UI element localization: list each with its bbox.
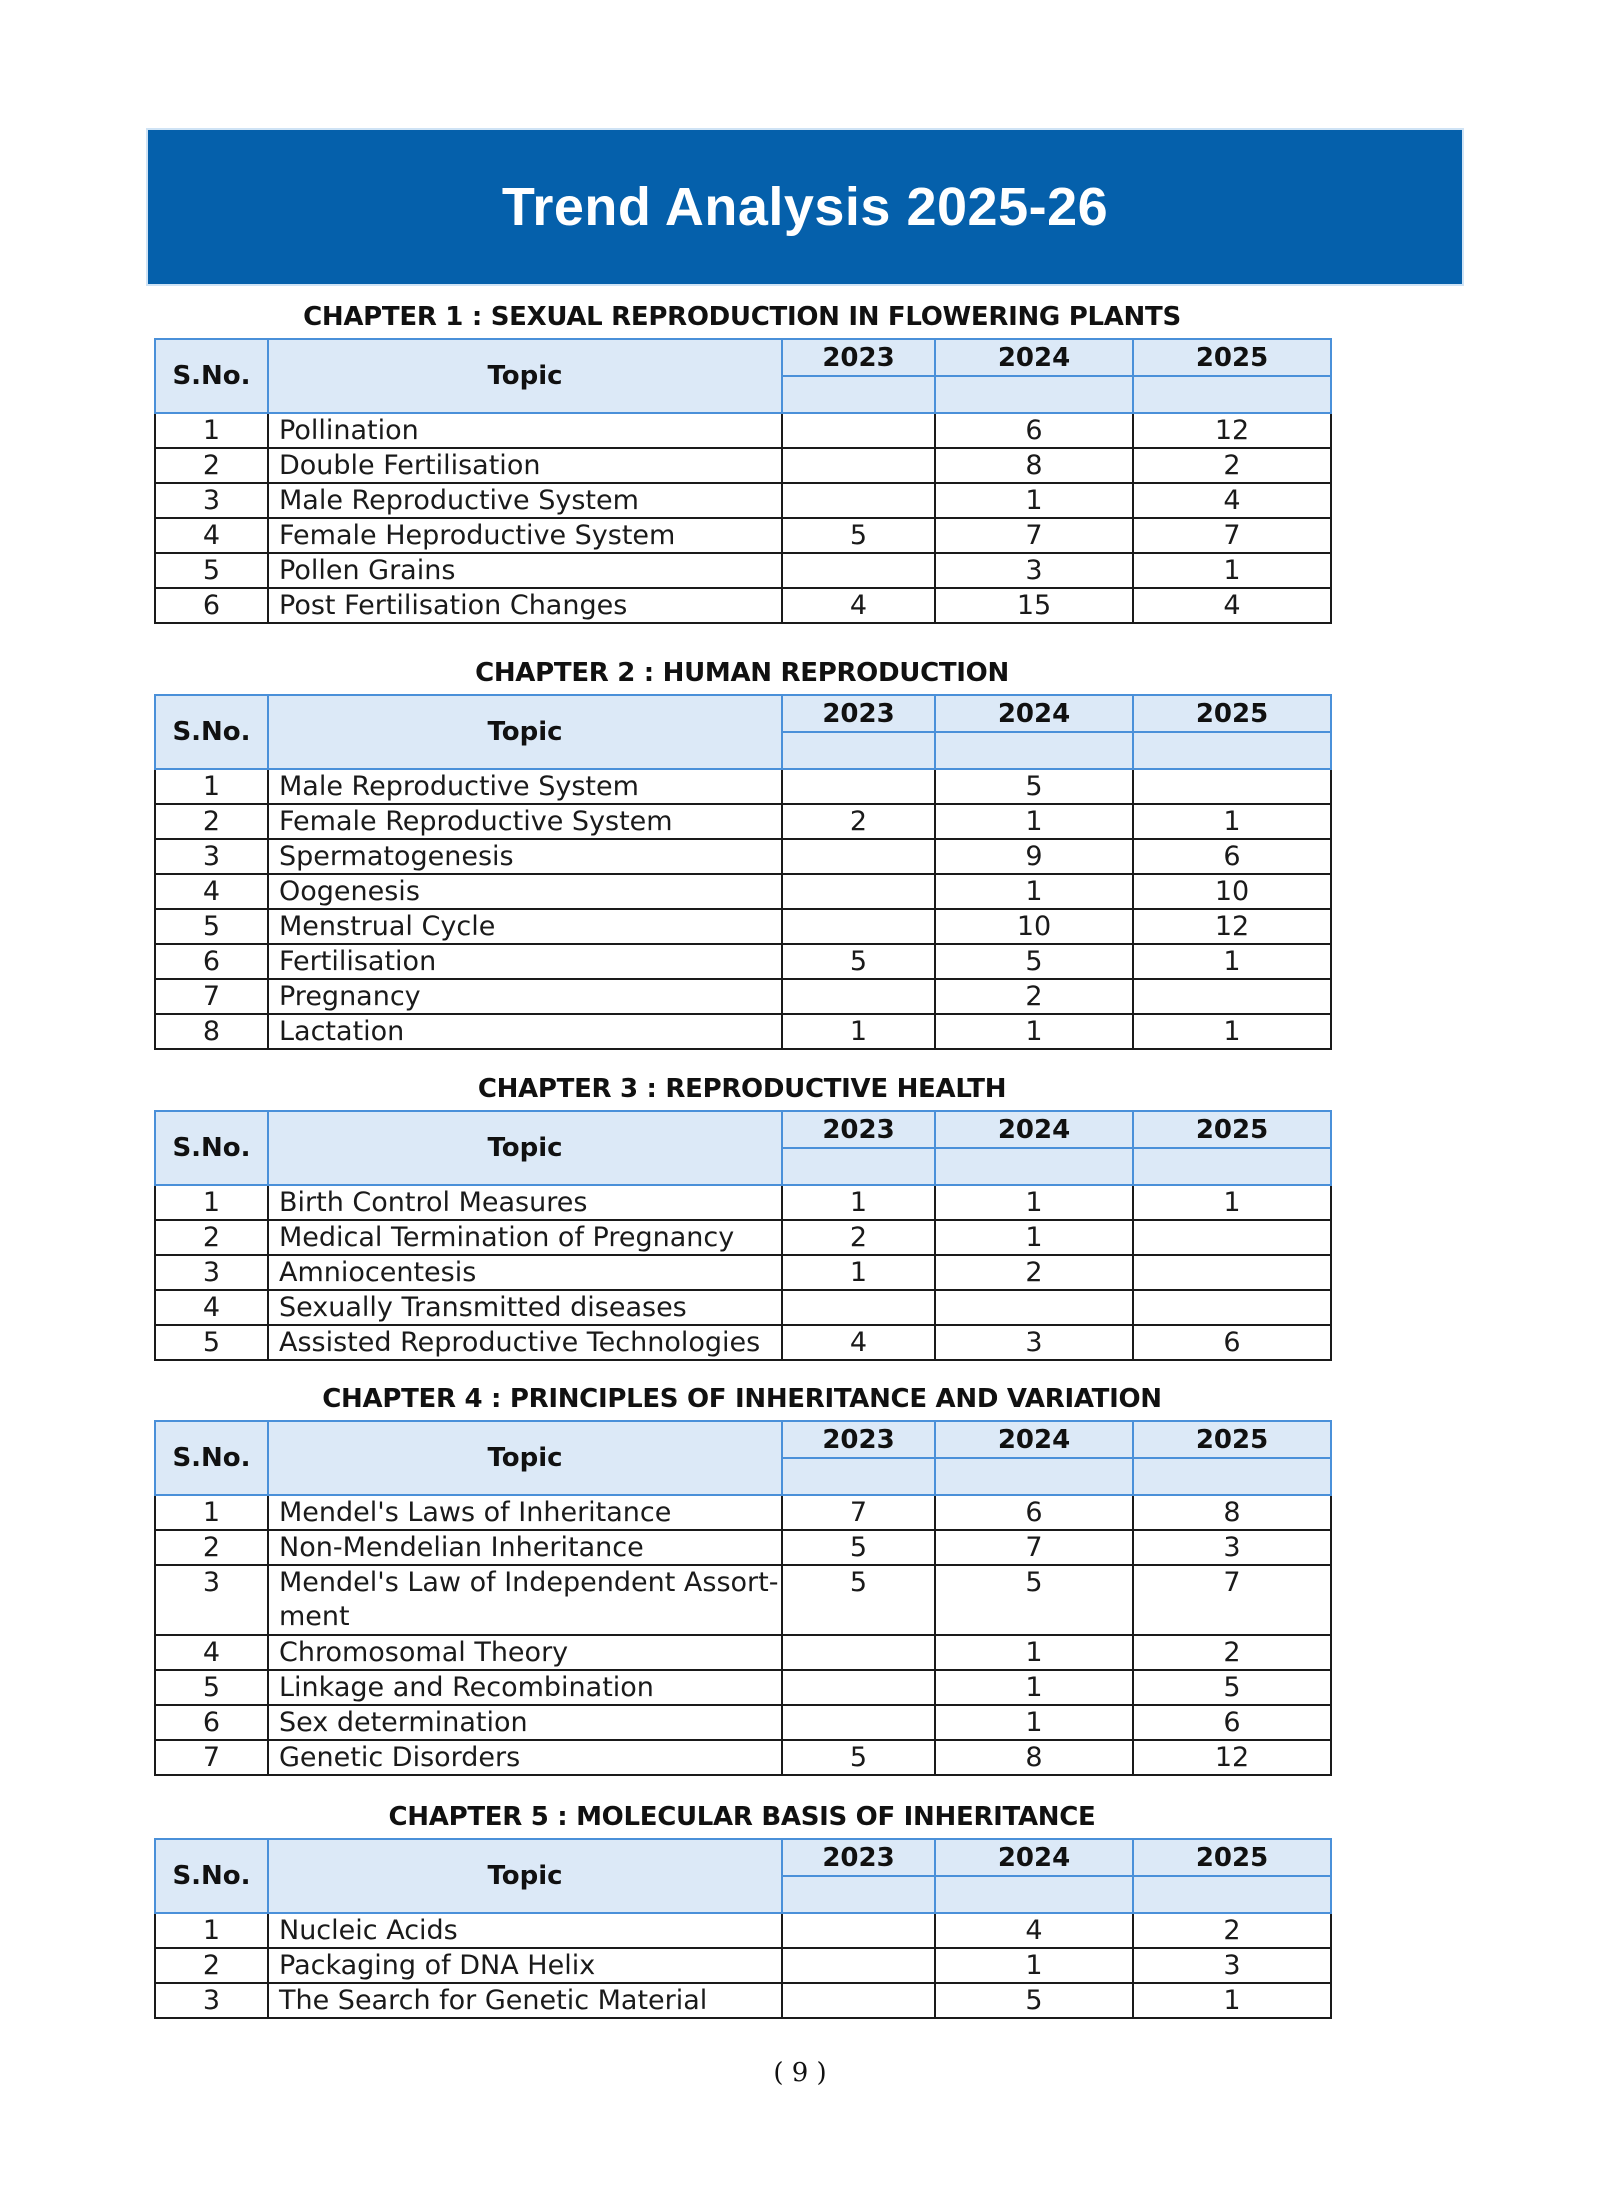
cell-count-2025: 12 bbox=[1133, 413, 1331, 448]
trend-table bbox=[154, 1110, 1332, 1361]
table-row bbox=[155, 588, 1331, 623]
table-row bbox=[155, 1740, 1331, 1775]
topic-text: Sex determination bbox=[279, 1707, 528, 1738]
table-row bbox=[155, 518, 1331, 553]
cell-count-2025: 12 bbox=[1133, 1740, 1331, 1775]
cell-topic bbox=[268, 874, 782, 909]
cell-count-2025: 8 bbox=[1133, 1495, 1331, 1530]
column-header-sno: S.No. bbox=[155, 695, 268, 769]
cell-topic bbox=[268, 1565, 782, 1635]
cell-count-2023 bbox=[782, 448, 935, 483]
cell-count-2025: 2 bbox=[1133, 448, 1331, 483]
cell-topic bbox=[268, 1705, 782, 1740]
cell-topic bbox=[268, 1635, 782, 1670]
column-subheader-blank bbox=[1133, 1458, 1331, 1495]
column-header-year: 2025 bbox=[1133, 1111, 1331, 1148]
column-header-year: 2024 bbox=[935, 339, 1133, 376]
chapter-section-1 bbox=[154, 296, 1330, 624]
cell-count-2025: 1 bbox=[1133, 1185, 1331, 1220]
cell-count-2023: 4 bbox=[782, 1325, 935, 1360]
topic-text: Amniocentesis bbox=[279, 1257, 477, 1288]
cell-count-2024: 1 bbox=[935, 483, 1133, 518]
table-row bbox=[155, 1325, 1331, 1360]
table-row bbox=[155, 804, 1331, 839]
topic-text-continued: ment bbox=[279, 1601, 350, 1632]
cell-count-2023: 5 bbox=[782, 944, 935, 979]
cell-topic bbox=[268, 553, 782, 588]
cell-count-2024: 6 bbox=[935, 413, 1133, 448]
table-row bbox=[155, 1530, 1331, 1565]
cell-count-2025 bbox=[1133, 1290, 1331, 1325]
cell-count-2025: 6 bbox=[1133, 839, 1331, 874]
cell-topic bbox=[268, 1740, 782, 1775]
column-subheader-blank bbox=[935, 1876, 1133, 1913]
title-banner bbox=[146, 128, 1464, 286]
chapter-title: CHAPTER 2 : HUMAN REPRODUCTION bbox=[475, 658, 1009, 688]
column-subheader-blank bbox=[935, 1148, 1133, 1185]
column-header-sno: S.No. bbox=[155, 339, 268, 413]
cell-count-2025: 3 bbox=[1133, 1530, 1331, 1565]
cell-sno: 8 bbox=[155, 1014, 268, 1049]
cell-count-2024: 5 bbox=[935, 944, 1133, 979]
table-row bbox=[155, 1670, 1331, 1705]
cell-sno: 6 bbox=[155, 944, 268, 979]
page-number: ( 9 ) bbox=[773, 2058, 827, 2088]
cell-topic bbox=[268, 944, 782, 979]
cell-topic bbox=[268, 413, 782, 448]
cell-sno: 2 bbox=[155, 448, 268, 483]
column-subheader-blank bbox=[1133, 1148, 1331, 1185]
cell-sno: 1 bbox=[155, 1495, 268, 1530]
cell-sno: 2 bbox=[155, 804, 268, 839]
cell-sno: 3 bbox=[155, 1565, 268, 1635]
cell-count-2023: 7 bbox=[782, 1495, 935, 1530]
cell-count-2023: 4 bbox=[782, 588, 935, 623]
cell-sno: 5 bbox=[155, 553, 268, 588]
cell-sno: 6 bbox=[155, 588, 268, 623]
cell-sno: 4 bbox=[155, 518, 268, 553]
table-row bbox=[155, 1705, 1331, 1740]
cell-topic bbox=[268, 1983, 782, 2018]
cell-count-2023 bbox=[782, 839, 935, 874]
cell-count-2024: 5 bbox=[935, 1565, 1133, 1635]
cell-count-2025: 1 bbox=[1133, 553, 1331, 588]
table-row bbox=[155, 769, 1331, 804]
cell-count-2023: 1 bbox=[782, 1255, 935, 1290]
column-header-year: 2025 bbox=[1133, 695, 1331, 732]
cell-count-2023 bbox=[782, 1670, 935, 1705]
cell-topic bbox=[268, 1530, 782, 1565]
column-header-year: 2024 bbox=[935, 1839, 1133, 1876]
table-row bbox=[155, 1290, 1331, 1325]
cell-count-2023: 5 bbox=[782, 1530, 935, 1565]
column-subheader-blank bbox=[1133, 732, 1331, 769]
topic-text: Menstrual Cycle bbox=[279, 911, 496, 942]
column-header-year: 2024 bbox=[935, 695, 1133, 732]
cell-topic bbox=[268, 588, 782, 623]
table-row bbox=[155, 1565, 1331, 1635]
cell-sno: 2 bbox=[155, 1948, 268, 1983]
cell-sno: 4 bbox=[155, 874, 268, 909]
cell-count-2023 bbox=[782, 1983, 935, 2018]
cell-count-2024: 1 bbox=[935, 1670, 1133, 1705]
column-header-year: 2025 bbox=[1133, 1839, 1331, 1876]
column-subheader-blank bbox=[935, 376, 1133, 413]
column-subheader-blank bbox=[1133, 376, 1331, 413]
cell-sno: 3 bbox=[155, 1983, 268, 2018]
cell-count-2025: 6 bbox=[1133, 1705, 1331, 1740]
cell-count-2025: 1 bbox=[1133, 1014, 1331, 1049]
cell-count-2025: 2 bbox=[1133, 1635, 1331, 1670]
cell-count-2023: 2 bbox=[782, 1220, 935, 1255]
column-subheader-blank bbox=[782, 1458, 935, 1495]
topic-text: Mendel's Law of Independent Assort- bbox=[279, 1567, 779, 1598]
cell-sno: 5 bbox=[155, 1670, 268, 1705]
cell-count-2024: 4 bbox=[935, 1913, 1133, 1948]
topic-text: Linkage and Recombination bbox=[279, 1672, 654, 1703]
cell-count-2024: 8 bbox=[935, 448, 1133, 483]
topic-text: Lactation bbox=[279, 1016, 405, 1047]
table-row bbox=[155, 979, 1331, 1014]
cell-count-2025 bbox=[1133, 769, 1331, 804]
table-row bbox=[155, 1014, 1331, 1049]
column-header-topic: Topic bbox=[268, 339, 782, 413]
cell-count-2023 bbox=[782, 874, 935, 909]
cell-count-2024 bbox=[935, 1290, 1133, 1325]
cell-count-2025: 7 bbox=[1133, 518, 1331, 553]
cell-count-2023: 1 bbox=[782, 1014, 935, 1049]
column-subheader-blank bbox=[935, 732, 1133, 769]
column-header-year: 2023 bbox=[782, 695, 935, 732]
cell-sno: 3 bbox=[155, 1255, 268, 1290]
cell-topic bbox=[268, 1290, 782, 1325]
chapter-section-4 bbox=[154, 1378, 1330, 1776]
cell-count-2023 bbox=[782, 1948, 935, 1983]
cell-count-2025: 6 bbox=[1133, 1325, 1331, 1360]
table-row bbox=[155, 1255, 1331, 1290]
cell-sno: 6 bbox=[155, 1705, 268, 1740]
cell-count-2023 bbox=[782, 1705, 935, 1740]
cell-count-2024: 1 bbox=[935, 874, 1133, 909]
chapter-title: CHAPTER 4 : PRINCIPLES OF INHERITANCE AND VARIATION bbox=[322, 1384, 1162, 1414]
chapter-section-2 bbox=[154, 652, 1330, 1050]
column-header-topic: Topic bbox=[268, 1421, 782, 1495]
cell-topic bbox=[268, 909, 782, 944]
column-header-sno: S.No. bbox=[155, 1111, 268, 1185]
column-header-year: 2024 bbox=[935, 1421, 1133, 1458]
topic-text: Male Reproductive System bbox=[279, 485, 639, 516]
table-row bbox=[155, 448, 1331, 483]
cell-count-2024: 2 bbox=[935, 979, 1133, 1014]
cell-count-2025: 10 bbox=[1133, 874, 1331, 909]
topic-text: Nucleic Acids bbox=[279, 1915, 458, 1946]
cell-count-2025: 7 bbox=[1133, 1565, 1331, 1635]
cell-count-2024: 1 bbox=[935, 1948, 1133, 1983]
cell-count-2025 bbox=[1133, 979, 1331, 1014]
table-row bbox=[155, 1185, 1331, 1220]
cell-count-2024: 1 bbox=[935, 1635, 1133, 1670]
cell-count-2024: 5 bbox=[935, 1983, 1133, 2018]
cell-topic bbox=[268, 1670, 782, 1705]
column-header-year: 2024 bbox=[935, 1111, 1133, 1148]
topic-text: Male Reproductive System bbox=[279, 771, 639, 802]
table-row bbox=[155, 1495, 1331, 1530]
cell-sno: 2 bbox=[155, 1530, 268, 1565]
cell-count-2025: 4 bbox=[1133, 483, 1331, 518]
chapter-title: CHAPTER 1 : SEXUAL REPRODUCTION IN FLOWERING PLANTS bbox=[303, 302, 1181, 332]
cell-count-2025 bbox=[1133, 1220, 1331, 1255]
table-row bbox=[155, 553, 1331, 588]
column-subheader-blank bbox=[1133, 1876, 1331, 1913]
column-header-topic: Topic bbox=[268, 1839, 782, 1913]
table-row bbox=[155, 909, 1331, 944]
cell-sno: 3 bbox=[155, 483, 268, 518]
cell-count-2025: 4 bbox=[1133, 588, 1331, 623]
cell-topic bbox=[268, 1255, 782, 1290]
cell-count-2024: 1 bbox=[935, 1014, 1133, 1049]
column-subheader-blank bbox=[935, 1458, 1133, 1495]
cell-count-2023: 2 bbox=[782, 804, 935, 839]
table-row bbox=[155, 874, 1331, 909]
topic-text: Pollination bbox=[279, 415, 419, 446]
table-row bbox=[155, 413, 1331, 448]
column-subheader-blank bbox=[782, 376, 935, 413]
topic-text: Pregnancy bbox=[279, 981, 421, 1012]
cell-sno: 5 bbox=[155, 1325, 268, 1360]
page-title: Trend Analysis 2025-26 bbox=[501, 177, 1109, 237]
topic-text: Packaging of DNA Helix bbox=[279, 1950, 596, 1981]
topic-text: Assisted Reproductive Technologies bbox=[279, 1327, 761, 1358]
topic-text: Oogenesis bbox=[279, 876, 420, 907]
column-subheader-blank bbox=[782, 1148, 935, 1185]
table-row bbox=[155, 1983, 1331, 2018]
topic-text: Double Fertilisation bbox=[279, 450, 541, 481]
cell-topic bbox=[268, 1325, 782, 1360]
chapter-section-3 bbox=[154, 1068, 1330, 1361]
column-header-year: 2023 bbox=[782, 339, 935, 376]
column-header-year: 2025 bbox=[1133, 1421, 1331, 1458]
topic-text: Genetic Disorders bbox=[279, 1742, 521, 1773]
cell-sno: 2 bbox=[155, 1220, 268, 1255]
topic-text: Pollen Grains bbox=[279, 555, 456, 586]
cell-topic bbox=[268, 804, 782, 839]
cell-count-2025: 1 bbox=[1133, 804, 1331, 839]
chapter-title: CHAPTER 5 : MOLECULAR BASIS OF INHERITANCE bbox=[388, 1802, 1096, 1832]
column-header-topic: Topic bbox=[268, 1111, 782, 1185]
cell-count-2024: 2 bbox=[935, 1255, 1133, 1290]
topic-text: Spermatogenesis bbox=[279, 841, 514, 872]
chapter-section-5 bbox=[154, 1796, 1330, 2019]
cell-count-2023: 1 bbox=[782, 1185, 935, 1220]
trend-table bbox=[154, 694, 1332, 1050]
topic-text: Sexually Transmitted diseases bbox=[279, 1292, 687, 1323]
cell-count-2025 bbox=[1133, 1255, 1331, 1290]
cell-topic bbox=[268, 483, 782, 518]
cell-count-2023 bbox=[782, 1913, 935, 1948]
cell-count-2024: 9 bbox=[935, 839, 1133, 874]
table-row bbox=[155, 1913, 1331, 1948]
topic-text: Non-Mendelian Inheritance bbox=[279, 1532, 644, 1563]
topic-text: Female Reproductive System bbox=[279, 806, 673, 837]
cell-count-2023 bbox=[782, 483, 935, 518]
column-header-topic: Topic bbox=[268, 695, 782, 769]
cell-topic bbox=[268, 518, 782, 553]
column-header-year: 2023 bbox=[782, 1421, 935, 1458]
cell-topic bbox=[268, 1220, 782, 1255]
cell-topic bbox=[268, 839, 782, 874]
topic-text: Birth Control Measures bbox=[279, 1187, 588, 1218]
cell-count-2023 bbox=[782, 1290, 935, 1325]
column-header-sno: S.No. bbox=[155, 1421, 268, 1495]
cell-count-2023: 5 bbox=[782, 518, 935, 553]
cell-topic bbox=[268, 1014, 782, 1049]
cell-count-2024: 5 bbox=[935, 769, 1133, 804]
column-header-year: 2025 bbox=[1133, 339, 1331, 376]
cell-sno: 4 bbox=[155, 1635, 268, 1670]
cell-count-2024: 7 bbox=[935, 518, 1133, 553]
cell-sno: 1 bbox=[155, 413, 268, 448]
cell-topic bbox=[268, 1948, 782, 1983]
topic-text: Fertilisation bbox=[279, 946, 437, 977]
topic-text: Medical Termination of Pregnancy bbox=[279, 1222, 735, 1253]
cell-sno: 3 bbox=[155, 839, 268, 874]
cell-sno: 5 bbox=[155, 909, 268, 944]
topic-text: Post Fertilisation Changes bbox=[279, 590, 628, 621]
cell-count-2024: 1 bbox=[935, 1185, 1133, 1220]
table-row bbox=[155, 1220, 1331, 1255]
column-subheader-blank bbox=[782, 732, 935, 769]
column-subheader-blank bbox=[782, 1876, 935, 1913]
cell-count-2025: 5 bbox=[1133, 1670, 1331, 1705]
topic-text: Chromosomal Theory bbox=[279, 1637, 569, 1668]
column-header-year: 2023 bbox=[782, 1839, 935, 1876]
trend-table bbox=[154, 1420, 1332, 1776]
cell-topic bbox=[268, 979, 782, 1014]
cell-count-2025: 1 bbox=[1133, 944, 1331, 979]
cell-count-2023: 5 bbox=[782, 1740, 935, 1775]
cell-topic bbox=[268, 769, 782, 804]
cell-topic bbox=[268, 1495, 782, 1530]
cell-count-2025: 1 bbox=[1133, 1983, 1331, 2018]
cell-sno: 1 bbox=[155, 1913, 268, 1948]
column-header-year: 2023 bbox=[782, 1111, 935, 1148]
column-header-sno: S.No. bbox=[155, 1839, 268, 1913]
cell-sno: 7 bbox=[155, 1740, 268, 1775]
table-row bbox=[155, 944, 1331, 979]
table-row bbox=[155, 839, 1331, 874]
cell-count-2023: 5 bbox=[782, 1565, 935, 1635]
cell-count-2023 bbox=[782, 553, 935, 588]
cell-sno: 1 bbox=[155, 1185, 268, 1220]
cell-sno: 1 bbox=[155, 769, 268, 804]
cell-count-2023 bbox=[782, 909, 935, 944]
cell-count-2024: 1 bbox=[935, 804, 1133, 839]
chapter-title: CHAPTER 3 : REPRODUCTIVE HEALTH bbox=[477, 1074, 1007, 1104]
cell-count-2024: 10 bbox=[935, 909, 1133, 944]
cell-count-2024: 15 bbox=[935, 588, 1133, 623]
cell-count-2023 bbox=[782, 769, 935, 804]
cell-count-2024: 3 bbox=[935, 553, 1133, 588]
cell-count-2024: 3 bbox=[935, 1325, 1133, 1360]
cell-sno: 4 bbox=[155, 1290, 268, 1325]
table-row bbox=[155, 483, 1331, 518]
trend-table bbox=[154, 338, 1332, 624]
trend-table bbox=[154, 1838, 1332, 2019]
topic-text: The Search for Genetic Material bbox=[279, 1985, 708, 2016]
cell-count-2024: 1 bbox=[935, 1220, 1133, 1255]
cell-count-2025: 3 bbox=[1133, 1948, 1331, 1983]
cell-count-2023 bbox=[782, 979, 935, 1014]
topic-text: Mendel's Laws of Inheritance bbox=[279, 1497, 672, 1528]
cell-topic bbox=[268, 1185, 782, 1220]
cell-count-2024: 8 bbox=[935, 1740, 1133, 1775]
cell-count-2025: 2 bbox=[1133, 1913, 1331, 1948]
topic-text: Female Heproductive System bbox=[279, 520, 676, 551]
cell-count-2024: 7 bbox=[935, 1530, 1133, 1565]
cell-count-2023 bbox=[782, 413, 935, 448]
cell-count-2024: 6 bbox=[935, 1495, 1133, 1530]
cell-topic bbox=[268, 1913, 782, 1948]
cell-count-2024: 1 bbox=[935, 1705, 1133, 1740]
cell-count-2023 bbox=[782, 1635, 935, 1670]
cell-topic bbox=[268, 448, 782, 483]
table-row bbox=[155, 1948, 1331, 1983]
cell-count-2025: 12 bbox=[1133, 909, 1331, 944]
cell-sno: 7 bbox=[155, 979, 268, 1014]
table-row bbox=[155, 1635, 1331, 1670]
